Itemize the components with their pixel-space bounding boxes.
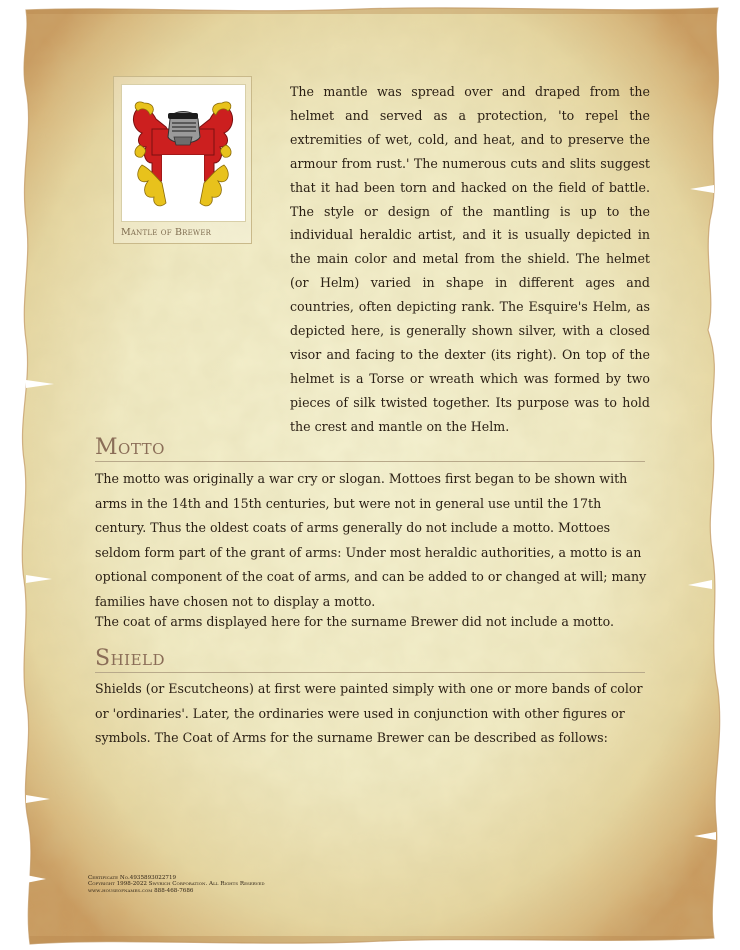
mantle-caption: Mantle of Brewer bbox=[121, 227, 212, 238]
motto-paragraph: The motto was originally a war cry or slogan. Mottoes first began to be shown with arms in the 14th and 15th centuries, but were not in general use until the 17th century. Thus the oldest coats of arms generally do not include a motto. Mottoes seldom form part of the grant of arms: Under most heraldic authorities, a motto is an optional component of the coat of arms, and can be added to or changed at will; many families have chosen not to display a motto. bbox=[95, 471, 647, 609]
mantle-helmet-icon bbox=[122, 85, 245, 221]
website-contact: www.houseofnames.com 888-468-7686 bbox=[88, 887, 194, 894]
copyright-notice: Copyright 1998-2022 Swyrich Corporation. All Rights Reserved bbox=[88, 881, 265, 888]
mantle-image bbox=[121, 84, 246, 222]
shield-paragraph: Shields (or Escutcheons) at first were painted simply with one or more bands of color or 'ordinaries'. Later, the ordinaries were used in conjunction with other figures or symbols. The Coat of Arms for the surname Brewer can be described as follows: bbox=[95, 681, 643, 745]
certificate-number: Certificate No.4935893022719 bbox=[88, 875, 177, 881]
mantle-description: The mantle was spread over and draped from the helmet and served as a protection, 'to repel the extremities of wet, cold, and heat, and to preserve the armour from rust.' The numerous cuts and slits suggest that it had been torn and hacked on the field of battle. The style or design of the mantling is up to the individual heraldic artist, and it is usually depicted in the main color and metal from the shield. The helmet (or Helm) varied in shape in different ages and countries, often depicting rank. The Esquire's Helm, as depicted here, is generally shown silver, with a closed visor and facing to the dexter (its right). On top of the helmet is a Torse or wreath which was formed by two pieces of silk twisted together. Its purpose was to hold the crest and mantle on the Helm. bbox=[290, 84, 650, 434]
shield-heading: Shield bbox=[95, 647, 645, 673]
motto-heading: Motto bbox=[95, 436, 645, 462]
motto-brewer-note: The coat of arms displayed here for the surname Brewer did not include a motto. bbox=[95, 614, 614, 629]
certificate-footer bbox=[88, 875, 265, 894]
mantle-illustration-frame bbox=[113, 76, 252, 244]
